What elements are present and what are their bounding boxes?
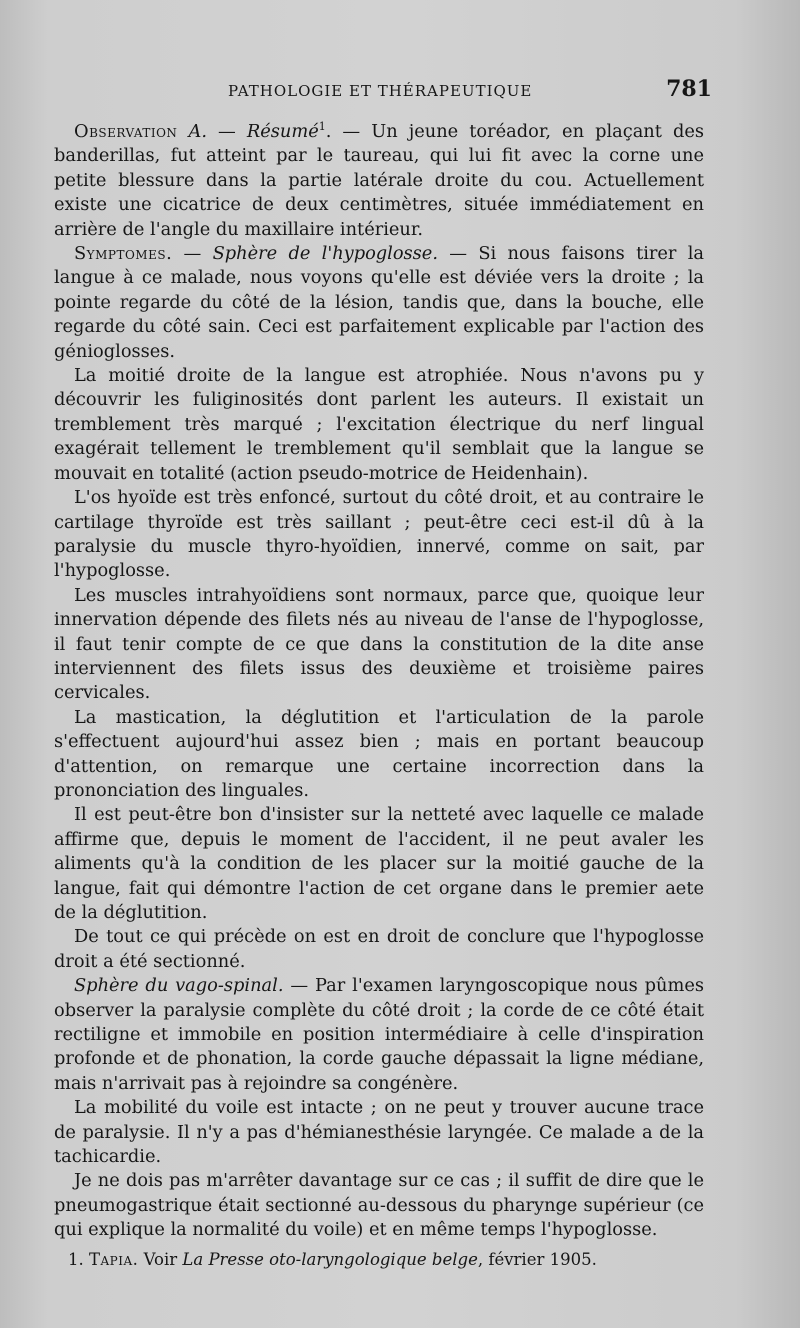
footnote-author: Tapia. [89, 1250, 139, 1269]
body-text [54, 120, 704, 1243]
page-header [228, 76, 712, 102]
paragraph-conclusion: De tout ce qui précède on est en droit de conclure que l'hypoglosse droit a été sectionné. [54, 926, 704, 972]
paragraph-hyoid: L'os hyoïde est très enfoncé, surtout du côté droit, et au contraire le cartilage thyroïde est très saillant ; peut-être ceci est-il dû à la paralysie du muscle thyro-hyoïdien, innervé, comme on sait, par l'hypoglosse. [54, 487, 704, 582]
footnote-voir: Voir [138, 1250, 183, 1269]
resume-heading: Résumé [246, 121, 319, 142]
paragraph-swallowing: Il est peut-être bon d'insister sur la netteté avec laquelle ce malade affirme que, depuis le moment de l'accident, il ne peut avaler les aliments qu'à la condition de les placer sur la moitié gauche de la langue, fait qui démontre l'action de cet organe dans le premier aete de la déglutition. [54, 804, 704, 923]
symptoms-dash: — [172, 243, 213, 265]
footnote [68, 1250, 708, 1269]
symptoms-paragraph [54, 242, 704, 364]
running-title: PATHOLOGIE ET THÉRAPEUTIQUE [228, 82, 533, 100]
paragraph-atrophy: La moitié droite de la langue est atrophiée. Nous n'avons pu y découvrir les fuliginosités dont parlent les auteurs. Il existait un tremblement très marqué ; l'excitation électrique du nerf lingual exagérait tellement le tremblement qu'il semblait que la langue se mouvait en totalité (action pseudo-motrice de Heidenhain). [54, 365, 704, 484]
case-letter: A. [188, 121, 207, 142]
symptoms-text: — Si nous faisons tirer la langue à ce malade, nous voyons qu'elle est déviée vers la droite ; la pointe regarde du côté de la lésion, tandis que, dans la bouche, elle regarde du côté sain. Ceci est parfaitement explicable par l'action des génioglosses. [54, 243, 705, 362]
observation-text: . — Un jeune toréador, en plaçant des banderillas, fut atteint par le taureau, qui lui fit avec la corne une petite blessure dans la partie latérale droite du cou. Actuellement existe une cicatrice de deux centimètres, située immédiatement en arrière de l'angle du maxillaire intérieur. [54, 121, 704, 240]
paragraph-final: Je ne dois pas m'arrêter davantage sur ce cas ; il suffit de dire que le pneumogastrique était sectionné au-dessous du pharynge supérieur (ce qui explique la normalité du voile) et en même temps l'hypoglosse. [54, 1170, 704, 1241]
observation-label: Observation [74, 121, 178, 142]
symptoms-label: Symptomes. [74, 243, 173, 265]
paragraph-mastication: La mastication, la déglutition et l'articulation de la parole s'effectuent aujourd'hui assez bien ; mais en portant beaucoup d'attention, on remarque une certaine incorrection dans la prononciation des linguales. [54, 706, 704, 801]
observation-dash: — [206, 121, 247, 142]
paragraph-soft-palate: La mobilité du voile est intacte ; on ne peut y trouver aucune trace de paralysie. Il n'y a pas d'hémianesthésie laryngée. Ce malade a de la tachicardie. [54, 1097, 704, 1168]
footnote-number: 1. [68, 1250, 84, 1269]
vago-spinal-text: — Par l'examen laryngoscopique nous pûmes observer la paralysie complète du côté droit ; la corde de ce côté était rectiligne et immobile en position intermédiaire à celle d'inspiration profonde et de phonation, la corde gauche dépassait la ligne médiane, mais n'arrivait pas à rejoindre sa congénère. [54, 975, 704, 1094]
paragraph-intrahyoid: Les muscles intrahyoïdiens sont normaux, parce que, quoique leur innervation dépende des filets nés au niveau de l'anse de l'hypoglosse, il faut tenir compte de ce que dans la constitution de la dite anse interviennent des filets issus des deuxième et troisième paires cervicales. [54, 584, 704, 704]
hypoglossal-heading: Sphère de l'hypoglosse. [212, 243, 438, 265]
vago-spinal-heading: Sphère du vago-spinal. [74, 975, 284, 997]
footnote-ref: 1 [318, 120, 326, 134]
observation-paragraph [54, 120, 704, 242]
footnote-date: , février 1905. [477, 1250, 597, 1269]
page-number: 781 [666, 76, 712, 102]
footnote-journal: La Presse oto-laryngologique belge [182, 1250, 478, 1269]
vago-spinal-paragraph [54, 974, 704, 1096]
